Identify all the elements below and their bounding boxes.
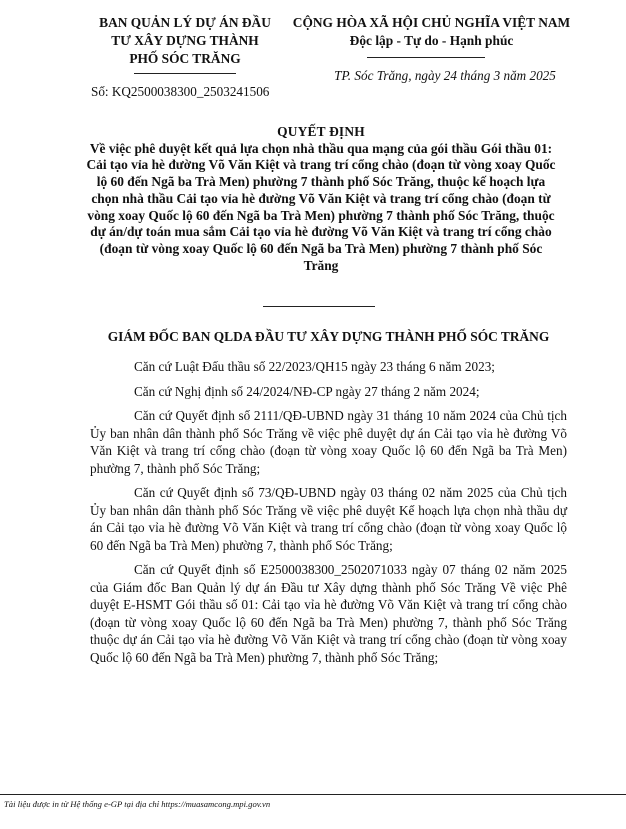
legal-basis-paragraph: Căn cứ Nghị định số 24/2024/NĐ-CP ngày 27 tháng 2 năm 2024; bbox=[134, 383, 480, 399]
legal-basis-paragraph: Căn cứ Luật Đấu thầu số 22/2023/QH15 ngày 23 tháng 6 năm 2023; bbox=[134, 359, 495, 374]
issuing-agency bbox=[78, 14, 292, 68]
national-header bbox=[283, 14, 580, 50]
agency-line: BAN QUẢN LÝ DỰ ÁN ĐẦU bbox=[99, 15, 271, 30]
motto-underline bbox=[367, 57, 485, 58]
document-number: Số: KQ2500038300_2503241506 bbox=[91, 84, 270, 99]
agency-underline bbox=[134, 73, 236, 74]
nation-line: CỘNG HÒA XÃ HỘI CHỦ NGHĨA VIỆT NAM bbox=[292, 15, 571, 30]
document-body bbox=[90, 328, 567, 673]
legal-basis-paragraph: Căn cứ Quyết định số E2500038300_2502071033 ngày 07 tháng 02 năm 2025 của Giám đốc Ban Quản lý dự án Đầu tư Xây dựng thành phố Sóc Trăng Về việc Phê duyệt E-HSMT Gói thầu số 01: Cải tạo vỉa hè đường Võ Văn Kiệt và trang trí cổng chào (đoạn từ vòng xoay Quốc lộ 60 đến Ngã ba Trà Men) phường 7, thành phố Sóc Trăng thuộc dự án Cải tạo vỉa hè đường Võ Văn Kiệt và trang trí cổng chào (đoạn từ vòng xoay Quốc lộ 60 đến Ngã ba Trà Men) phường 7, thành phố Sóc Trăng; bbox=[90, 562, 567, 665]
agency-line: PHỐ SÓC TRĂNG bbox=[129, 51, 241, 66]
decision-heading: QUYẾT ĐỊNH bbox=[277, 124, 365, 139]
footer-divider bbox=[0, 794, 626, 795]
authority-heading: GIÁM ĐỐC BAN QLDA ĐẦU TƯ XÂY DỰNG THÀNH PHỐ SÓC TRĂNG bbox=[107, 329, 550, 344]
footer-note: Tài liệu được in từ Hệ thống e-GP tại địa chỉ https://muasamcong.mpi.gov.vn bbox=[4, 799, 271, 809]
agency-line: TƯ XÂY DỰNG THÀNH bbox=[111, 33, 259, 48]
motto: Độc lập - Tự do - Hạnh phúc bbox=[349, 33, 514, 48]
legal-basis-paragraph: Căn cứ Quyết định số 2111/QĐ-UBND ngày 31 tháng 10 năm 2024 của Chủ tịch Ủy ban nhân dân thành phố Sóc Trăng về việc phê duyệt dự án Cải tạo vỉa hè đường Võ Văn Kiệt và trang trí cổng chào (đoạn từ vòng xoay Quốc lộ 60 đến Ngã ba Trà Men) phường 7, thành phố Sóc Trăng; bbox=[90, 408, 567, 476]
decision-subject: Về việc phê duyệt kết quả lựa chọn nhà thầu qua mạng của gói thầu Gói thầu 01: Cải tạo vỉa hè đường Võ Văn Kiệt và trang trí cổng chào (đoạn từ vòng xoay Quốc lộ 60 đến Ngã ba Trà Men) phường 7 thành phố Sóc Trăng, thuộc kế hoạch lựa chọn nhà thầu Cải tạo vỉa hè đường Võ Văn Kiệt và trang trí cổng chào (đoạn từ vòng xoay Quốc lộ 60 đến Ngã ba Trà Men) phường 7 thành phố Sóc Trăng, thuộc dự án/dự toán mua sắm Cải tạo vỉa hè đường Võ Văn Kiệt và trang trí cổng chào (đoạn từ vòng xoay Quốc lộ 60 đến Ngã ba Trà Men) phường 7 thành phố Sóc Trăng bbox=[86, 140, 556, 273]
decision-title bbox=[86, 124, 556, 274]
legal-basis-paragraph: Căn cứ Quyết định số 73/QĐ-UBND ngày 03 tháng 02 năm 2025 của Chủ tịch Ủy ban nhân dân thành phố Sóc Trăng về việc phê duyệt Kế hoạch lựa chọn nhà thầu dự án Cải tạo vỉa hè đường Võ Văn Kiệt và trang trí cổng chào (đoạn từ vòng xoay Quốc lộ 60 đến Ngã ba Trà Men) phường 7, thành phố Sóc Trăng; bbox=[90, 485, 567, 553]
place-date: TP. Sóc Trăng, ngày 24 tháng 3 năm 2025 bbox=[334, 68, 556, 83]
title-underline bbox=[263, 306, 375, 307]
